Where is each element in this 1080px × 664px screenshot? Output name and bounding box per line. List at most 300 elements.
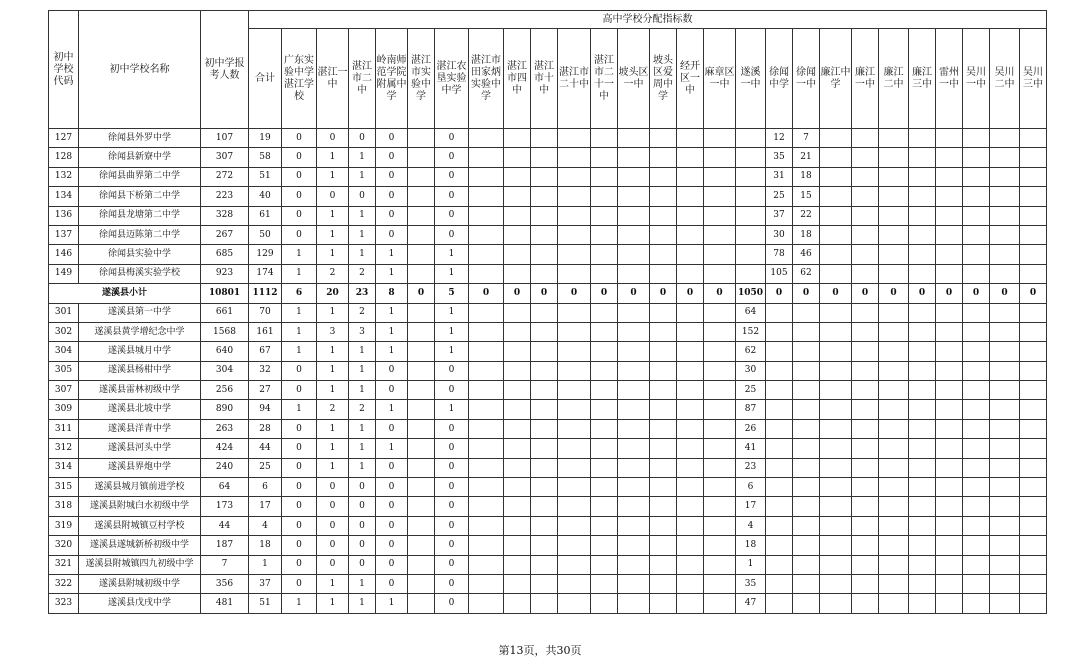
school-code-cell: 314 bbox=[49, 458, 79, 477]
header-school-col: 湛江市实验中学 bbox=[408, 29, 435, 129]
allocation-cell bbox=[936, 129, 963, 148]
allocation-cell bbox=[936, 264, 963, 283]
allocation-cell: 0 bbox=[376, 516, 408, 535]
allocation-cell bbox=[766, 303, 793, 322]
allocation-cell bbox=[990, 381, 1020, 400]
allocation-cell: 2 bbox=[349, 303, 376, 322]
allocation-cell: 2 bbox=[317, 400, 349, 419]
allocation-cell bbox=[852, 303, 879, 322]
school-code-cell: 302 bbox=[49, 322, 79, 341]
allocation-cell: 0 bbox=[349, 555, 376, 574]
allocation-cell: 1 bbox=[317, 594, 349, 613]
allocation-cell bbox=[704, 516, 736, 535]
allocation-cell bbox=[677, 458, 704, 477]
allocation-cell bbox=[591, 419, 618, 438]
applicants-cell: 7 bbox=[201, 555, 249, 574]
allocation-cell: 0 bbox=[469, 284, 504, 303]
allocation-cell: 0 bbox=[376, 148, 408, 167]
allocation-cell: 0 bbox=[435, 148, 469, 167]
allocation-cell bbox=[766, 574, 793, 593]
allocation-cell: 64 bbox=[736, 303, 766, 322]
allocation-cell bbox=[909, 303, 936, 322]
allocation-cell bbox=[1020, 361, 1047, 380]
allocation-cell bbox=[793, 594, 820, 613]
allocation-cell bbox=[820, 167, 852, 186]
allocation-cell: 0 bbox=[317, 555, 349, 574]
allocation-cell bbox=[766, 497, 793, 516]
allocation-cell bbox=[820, 536, 852, 555]
allocation-cell bbox=[936, 225, 963, 244]
allocation-cell bbox=[909, 400, 936, 419]
allocation-cell bbox=[558, 342, 591, 361]
allocation-cell bbox=[504, 458, 531, 477]
allocation-cell bbox=[820, 206, 852, 225]
allocation-cell: 0 bbox=[435, 129, 469, 148]
allocation-cell bbox=[1020, 264, 1047, 283]
allocation-cell: 6 bbox=[282, 284, 317, 303]
allocation-cell bbox=[504, 478, 531, 497]
allocation-cell bbox=[879, 419, 909, 438]
allocation-cell: 0 bbox=[531, 284, 558, 303]
allocation-cell bbox=[820, 187, 852, 206]
allocation-cell bbox=[820, 497, 852, 516]
allocation-cell bbox=[408, 129, 435, 148]
allocation-cell bbox=[879, 225, 909, 244]
allocation-cell: 20 bbox=[317, 284, 349, 303]
school-name-cell: 遂溪县遂城新桥初级中学 bbox=[79, 536, 201, 555]
allocation-cell bbox=[591, 381, 618, 400]
allocation-cell bbox=[558, 245, 591, 264]
allocation-cell: 4 bbox=[736, 516, 766, 535]
allocation-cell bbox=[677, 516, 704, 535]
allocation-cell bbox=[990, 536, 1020, 555]
allocation-cell bbox=[936, 536, 963, 555]
allocation-cell bbox=[469, 342, 504, 361]
allocation-cell bbox=[963, 400, 990, 419]
allocation-cell bbox=[504, 419, 531, 438]
allocation-cell: 37 bbox=[766, 206, 793, 225]
allocation-cell bbox=[820, 555, 852, 574]
allocation-cell bbox=[677, 497, 704, 516]
allocation-cell bbox=[793, 536, 820, 555]
allocation-cell bbox=[793, 400, 820, 419]
allocation-cell bbox=[990, 264, 1020, 283]
table-row bbox=[49, 536, 1047, 555]
applicants-cell: 661 bbox=[201, 303, 249, 322]
allocation-cell bbox=[963, 245, 990, 264]
allocation-cell bbox=[990, 187, 1020, 206]
allocation-cell: 0 bbox=[963, 284, 990, 303]
applicants-cell: 307 bbox=[201, 148, 249, 167]
allocation-cell: 0 bbox=[435, 458, 469, 477]
allocation-cell: 1 bbox=[435, 342, 469, 361]
allocation-cell bbox=[618, 167, 650, 186]
allocation-cell: 0 bbox=[435, 206, 469, 225]
allocation-cell bbox=[1020, 497, 1047, 516]
allocation-cell: 1 bbox=[317, 167, 349, 186]
header-school-col: 经开区一中 bbox=[677, 29, 704, 129]
header-school-col: 遂溪一中 bbox=[736, 29, 766, 129]
allocation-cell bbox=[558, 439, 591, 458]
applicants-cell: 240 bbox=[201, 458, 249, 477]
allocation-cell: 0 bbox=[558, 284, 591, 303]
allocation-cell: 0 bbox=[1020, 284, 1047, 303]
allocation-cell bbox=[852, 206, 879, 225]
allocation-cell bbox=[618, 419, 650, 438]
allocation-cell bbox=[963, 303, 990, 322]
allocation-cell bbox=[1020, 167, 1047, 186]
allocation-cell: 0 bbox=[317, 187, 349, 206]
allocation-cell: 0 bbox=[650, 284, 677, 303]
allocation-cell bbox=[936, 419, 963, 438]
header-school-col: 合计 bbox=[249, 29, 282, 129]
allocation-cell bbox=[677, 167, 704, 186]
allocation-cell: 1 bbox=[349, 225, 376, 244]
allocation-cell bbox=[618, 381, 650, 400]
school-name-cell: 遂溪县附城镇豆村学校 bbox=[79, 516, 201, 535]
school-name-cell: 遂溪县雷林初级中学 bbox=[79, 381, 201, 400]
allocation-cell bbox=[677, 361, 704, 380]
allocation-cell bbox=[909, 439, 936, 458]
allocation-cell bbox=[677, 555, 704, 574]
allocation-cell bbox=[618, 245, 650, 264]
allocation-cell: 0 bbox=[766, 284, 793, 303]
allocation-cell bbox=[766, 361, 793, 380]
allocation-cell bbox=[852, 361, 879, 380]
allocation-cell bbox=[558, 574, 591, 593]
allocation-cell bbox=[963, 361, 990, 380]
allocation-cell bbox=[591, 167, 618, 186]
allocation-cell bbox=[469, 555, 504, 574]
header-school-col: 湛江市田家炳实验中学 bbox=[469, 29, 504, 129]
school-name-cell: 遂溪县城月镇前进学校 bbox=[79, 478, 201, 497]
allocation-cell bbox=[408, 322, 435, 341]
allocation-cell bbox=[531, 225, 558, 244]
table-row bbox=[49, 439, 1047, 458]
allocation-cell: 1 bbox=[349, 148, 376, 167]
allocation-cell bbox=[704, 303, 736, 322]
allocation-cell: 1 bbox=[349, 381, 376, 400]
school-code-cell: 307 bbox=[49, 381, 79, 400]
allocation-cell bbox=[909, 167, 936, 186]
allocation-cell bbox=[408, 381, 435, 400]
allocation-cell bbox=[963, 167, 990, 186]
allocation-cell bbox=[408, 478, 435, 497]
allocation-cell bbox=[879, 536, 909, 555]
allocation-cell bbox=[531, 439, 558, 458]
allocation-cell bbox=[909, 536, 936, 555]
allocation-cell bbox=[736, 148, 766, 167]
allocation-cell: 0 bbox=[820, 284, 852, 303]
allocation-cell bbox=[852, 536, 879, 555]
allocation-cell: 0 bbox=[435, 187, 469, 206]
allocation-cell bbox=[650, 167, 677, 186]
allocation-cell: 26 bbox=[736, 419, 766, 438]
allocation-cell bbox=[936, 361, 963, 380]
allocation-cell: 0 bbox=[435, 594, 469, 613]
allocation-cell: 70 bbox=[249, 303, 282, 322]
allocation-cell bbox=[408, 264, 435, 283]
allocation-cell bbox=[736, 264, 766, 283]
allocation-cell: 0 bbox=[317, 516, 349, 535]
allocation-cell: 0 bbox=[879, 284, 909, 303]
allocation-cell: 18 bbox=[249, 536, 282, 555]
allocation-cell: 1 bbox=[317, 381, 349, 400]
allocation-cell bbox=[504, 322, 531, 341]
allocation-cell bbox=[408, 439, 435, 458]
allocation-cell bbox=[591, 264, 618, 283]
allocation-cell: 1 bbox=[435, 264, 469, 283]
allocation-cell bbox=[736, 129, 766, 148]
allocation-cell: 1 bbox=[317, 361, 349, 380]
allocation-cell bbox=[650, 381, 677, 400]
allocation-cell bbox=[558, 187, 591, 206]
school-name-cell: 遂溪县黄学增纪念中学 bbox=[79, 322, 201, 341]
allocation-cell bbox=[408, 497, 435, 516]
allocation-cell bbox=[650, 206, 677, 225]
allocation-cell: 0 bbox=[282, 458, 317, 477]
allocation-cell bbox=[677, 225, 704, 244]
allocation-cell bbox=[990, 361, 1020, 380]
allocation-cell bbox=[936, 400, 963, 419]
allocation-cell bbox=[504, 400, 531, 419]
allocation-cell bbox=[909, 322, 936, 341]
allocation-cell bbox=[990, 400, 1020, 419]
allocation-cell bbox=[936, 322, 963, 341]
allocation-cell: 78 bbox=[766, 245, 793, 264]
allocation-cell bbox=[591, 574, 618, 593]
allocation-cell bbox=[469, 419, 504, 438]
allocation-cell bbox=[650, 322, 677, 341]
allocation-cell bbox=[793, 303, 820, 322]
allocation-cell: 0 bbox=[349, 536, 376, 555]
allocation-cell bbox=[618, 187, 650, 206]
allocation-cell: 0 bbox=[990, 284, 1020, 303]
allocation-cell bbox=[704, 381, 736, 400]
allocation-cell bbox=[1020, 206, 1047, 225]
allocation-cell: 0 bbox=[376, 225, 408, 244]
allocation-cell bbox=[990, 478, 1020, 497]
allocation-cell bbox=[677, 594, 704, 613]
table-row bbox=[49, 516, 1047, 535]
allocation-cell bbox=[469, 264, 504, 283]
allocation-cell: 0 bbox=[282, 187, 317, 206]
allocation-cell bbox=[909, 361, 936, 380]
allocation-cell bbox=[591, 129, 618, 148]
table-row bbox=[49, 148, 1047, 167]
allocation-cell bbox=[469, 439, 504, 458]
allocation-cell: 94 bbox=[249, 400, 282, 419]
allocation-cell bbox=[504, 129, 531, 148]
allocation-cell bbox=[1020, 536, 1047, 555]
allocation-cell: 1 bbox=[317, 245, 349, 264]
allocation-cell bbox=[677, 381, 704, 400]
allocation-cell bbox=[677, 245, 704, 264]
allocation-cell bbox=[408, 303, 435, 322]
allocation-cell: 87 bbox=[736, 400, 766, 419]
allocation-cell bbox=[618, 342, 650, 361]
allocation-cell bbox=[504, 187, 531, 206]
allocation-cell bbox=[504, 342, 531, 361]
applicants-cell: 44 bbox=[201, 516, 249, 535]
header-school-col: 湛江市二十中 bbox=[558, 29, 591, 129]
allocation-cell: 0 bbox=[704, 284, 736, 303]
allocation-cell bbox=[879, 555, 909, 574]
allocation-cell bbox=[793, 574, 820, 593]
school-code-cell: 322 bbox=[49, 574, 79, 593]
allocation-cell: 0 bbox=[282, 516, 317, 535]
allocation-cell bbox=[531, 536, 558, 555]
table-row bbox=[49, 167, 1047, 186]
allocation-cell: 0 bbox=[376, 458, 408, 477]
allocation-cell bbox=[793, 361, 820, 380]
school-name-cell: 徐闻县下桥第二中学 bbox=[79, 187, 201, 206]
allocation-cell bbox=[820, 225, 852, 244]
allocation-cell bbox=[558, 167, 591, 186]
allocation-cell bbox=[704, 245, 736, 264]
allocation-cell bbox=[909, 555, 936, 574]
allocation-cell bbox=[531, 129, 558, 148]
allocation-cell bbox=[990, 555, 1020, 574]
school-name-cell: 徐闻县龙塘第二中学 bbox=[79, 206, 201, 225]
allocation-cell: 1 bbox=[435, 303, 469, 322]
allocation-cell bbox=[591, 516, 618, 535]
page-footer: 第13页，共30页 bbox=[498, 644, 582, 657]
allocation-cell: 0 bbox=[435, 225, 469, 244]
allocation-cell: 0 bbox=[793, 284, 820, 303]
allocation-cell bbox=[677, 478, 704, 497]
school-code-cell: 304 bbox=[49, 342, 79, 361]
allocation-cell bbox=[852, 225, 879, 244]
allocation-cell bbox=[504, 225, 531, 244]
allocation-cell bbox=[504, 206, 531, 225]
allocation-cell bbox=[531, 516, 558, 535]
school-name-cell: 徐闻县梅溪实验学校 bbox=[79, 264, 201, 283]
allocation-cell bbox=[469, 594, 504, 613]
allocation-cell bbox=[618, 206, 650, 225]
allocation-cell: 21 bbox=[793, 148, 820, 167]
allocation-cell bbox=[879, 497, 909, 516]
allocation-cell: 30 bbox=[766, 225, 793, 244]
allocation-cell bbox=[677, 206, 704, 225]
allocation-cell bbox=[766, 536, 793, 555]
allocation-cell bbox=[618, 264, 650, 283]
allocation-cell bbox=[469, 322, 504, 341]
allocation-cell: 12 bbox=[766, 129, 793, 148]
header-school-col: 麻章区一中 bbox=[704, 29, 736, 129]
allocation-cell bbox=[963, 187, 990, 206]
allocation-cell bbox=[820, 303, 852, 322]
allocation-cell bbox=[736, 187, 766, 206]
allocation-cell bbox=[591, 439, 618, 458]
allocation-cell bbox=[936, 478, 963, 497]
allocation-cell bbox=[704, 458, 736, 477]
header-school-col: 湛江农垦实验中学 bbox=[435, 29, 469, 129]
allocation-cell bbox=[936, 303, 963, 322]
allocation-cell bbox=[990, 516, 1020, 535]
allocation-cell bbox=[793, 381, 820, 400]
table-row bbox=[49, 458, 1047, 477]
allocation-cell bbox=[469, 206, 504, 225]
allocation-cell bbox=[504, 516, 531, 535]
allocation-cell bbox=[591, 303, 618, 322]
allocation-cell: 1 bbox=[349, 419, 376, 438]
allocation-cell bbox=[531, 187, 558, 206]
allocation-cell bbox=[879, 342, 909, 361]
allocation-cell bbox=[408, 167, 435, 186]
allocation-cell bbox=[531, 400, 558, 419]
allocation-cell bbox=[704, 322, 736, 341]
table-row bbox=[49, 497, 1047, 516]
allocation-cell: 0 bbox=[282, 167, 317, 186]
allocation-cell bbox=[677, 322, 704, 341]
school-code-cell: 134 bbox=[49, 187, 79, 206]
allocation-cell: 18 bbox=[736, 536, 766, 555]
header-school-col: 吴川二中 bbox=[990, 29, 1020, 129]
allocation-cell bbox=[408, 148, 435, 167]
allocation-cell bbox=[820, 322, 852, 341]
allocation-cell bbox=[852, 381, 879, 400]
table-row bbox=[49, 264, 1047, 283]
allocation-cell: 30 bbox=[736, 361, 766, 380]
allocation-cell bbox=[650, 129, 677, 148]
allocation-cell bbox=[704, 342, 736, 361]
allocation-cell bbox=[820, 381, 852, 400]
school-code-cell: 309 bbox=[49, 400, 79, 419]
allocation-cell bbox=[531, 497, 558, 516]
allocation-cell bbox=[531, 303, 558, 322]
allocation-cell bbox=[591, 536, 618, 555]
school-name-cell: 遂溪县河头中学 bbox=[79, 439, 201, 458]
school-code-cell: 318 bbox=[49, 497, 79, 516]
allocation-cell bbox=[504, 574, 531, 593]
allocation-cell bbox=[650, 458, 677, 477]
allocation-cell bbox=[990, 245, 1020, 264]
allocation-cell bbox=[704, 225, 736, 244]
school-name-cell: 徐闻县曲界第二中学 bbox=[79, 167, 201, 186]
allocation-cell: 6 bbox=[736, 478, 766, 497]
allocation-cell bbox=[591, 245, 618, 264]
allocation-cell bbox=[852, 400, 879, 419]
allocation-cell bbox=[469, 478, 504, 497]
allocation-cell bbox=[469, 536, 504, 555]
allocation-cell bbox=[909, 264, 936, 283]
allocation-cell: 1 bbox=[349, 439, 376, 458]
allocation-cell bbox=[469, 361, 504, 380]
allocation-cell bbox=[704, 536, 736, 555]
allocation-cell bbox=[504, 303, 531, 322]
allocation-cell bbox=[618, 322, 650, 341]
allocation-cell: 47 bbox=[736, 594, 766, 613]
allocation-cell: 58 bbox=[249, 148, 282, 167]
allocation-cell: 0 bbox=[349, 497, 376, 516]
allocation-cell bbox=[408, 225, 435, 244]
allocation-cell bbox=[704, 206, 736, 225]
allocation-cell bbox=[1020, 439, 1047, 458]
allocation-cell bbox=[504, 555, 531, 574]
allocation-cell: 0 bbox=[504, 284, 531, 303]
allocation-cell: 22 bbox=[793, 206, 820, 225]
allocation-cell bbox=[820, 148, 852, 167]
applicants-cell: 187 bbox=[201, 536, 249, 555]
allocation-cell bbox=[963, 594, 990, 613]
allocation-cell bbox=[736, 225, 766, 244]
allocation-cell bbox=[909, 187, 936, 206]
applicants-cell: 890 bbox=[201, 400, 249, 419]
allocation-cell bbox=[650, 536, 677, 555]
allocation-cell bbox=[793, 439, 820, 458]
applicants-cell: 223 bbox=[201, 187, 249, 206]
